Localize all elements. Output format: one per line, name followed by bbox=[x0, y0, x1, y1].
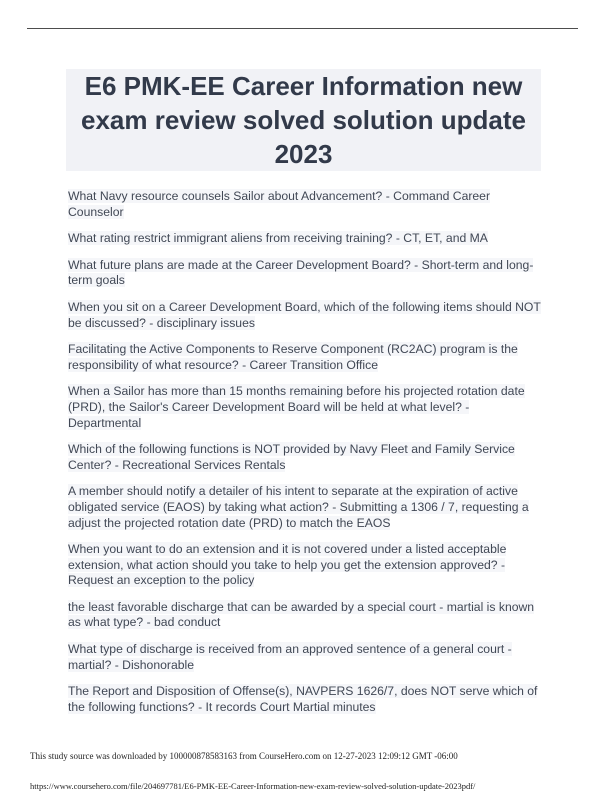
document-title: E6 PMK-EE Career Information new exam review solved solution update 2023 bbox=[66, 69, 541, 171]
qa-text: the least favorable discharge that can be awarded by a special court - martial is known as what type? - bad conduct bbox=[68, 599, 535, 630]
qa-item bbox=[68, 600, 541, 631]
qa-text: What type of discharge is received from an approved sentence of a general court - martial? - Dishonorable bbox=[68, 642, 512, 672]
qa-item bbox=[68, 258, 541, 289]
qa-text: The Report and Disposition of Offense(s), NAVPERS 1626/7, does NOT serve which of the following functions? - It records Court Martial minutes bbox=[68, 684, 538, 714]
qa-item bbox=[68, 231, 541, 247]
qa-item bbox=[68, 342, 541, 373]
qa-item bbox=[68, 542, 541, 589]
qa-text: Which of the following functions is NOT provided by Navy Fleet and Family Service Center? - Recreational Services Rentals bbox=[68, 442, 515, 472]
qa-text: What rating restrict immigrant aliens from receiving training? - CT, ET, and MA bbox=[68, 231, 488, 246]
qa-item bbox=[68, 300, 541, 331]
source-url: https://www.coursehero.com/file/204697781/E6-PMK-EE-Career-Information-new-exam-review-solved-solution-update-2023pdf/ bbox=[30, 781, 476, 791]
qa-item bbox=[68, 442, 541, 473]
qa-item bbox=[68, 189, 541, 220]
qa-text: A member should notify a detailer of his intent to separate at the expiration of active obligated service (EAOS) by taking what action? - Submitting a 1306 / 7, requesting a adjust the projected rotation date (PRD) to match the EAOS bbox=[68, 484, 529, 530]
qa-item bbox=[68, 484, 541, 531]
qa-item bbox=[68, 642, 541, 673]
qa-text: Facilitating the Active Components to Reserve Component (RC2AC) program is the responsibility of what resource? - Career Transition Office bbox=[68, 342, 518, 372]
top-rule bbox=[27, 28, 578, 29]
qa-list bbox=[68, 189, 541, 726]
download-note: This study source was downloaded by 100000878583163 from CourseHero.com on 12-27-2023 12:09:12 GMT -06:00 bbox=[30, 751, 458, 761]
qa-text: When you want to do an extension and it is not covered under a listed acceptable extension, what action should you take to help you get the extension approved? - Request an exception to the policy bbox=[68, 542, 507, 588]
qa-text: What future plans are made at the Career Development Board? - Short-term and long-term goals bbox=[68, 257, 534, 288]
qa-text: When a Sailor has more than 15 months remaining before his projected rotation date (PRD), the Sailor's Career Development Board will be held at what level? - Departmental bbox=[68, 384, 525, 430]
qa-item bbox=[68, 384, 541, 431]
qa-text: When you sit on a Career Development Board, which of the following items should NOT be discussed? - disciplinary issues bbox=[68, 299, 541, 330]
qa-item bbox=[68, 684, 541, 715]
qa-text: What Navy resource counsels Sailor about Advancement? - Command Career Counselor bbox=[68, 189, 491, 219]
